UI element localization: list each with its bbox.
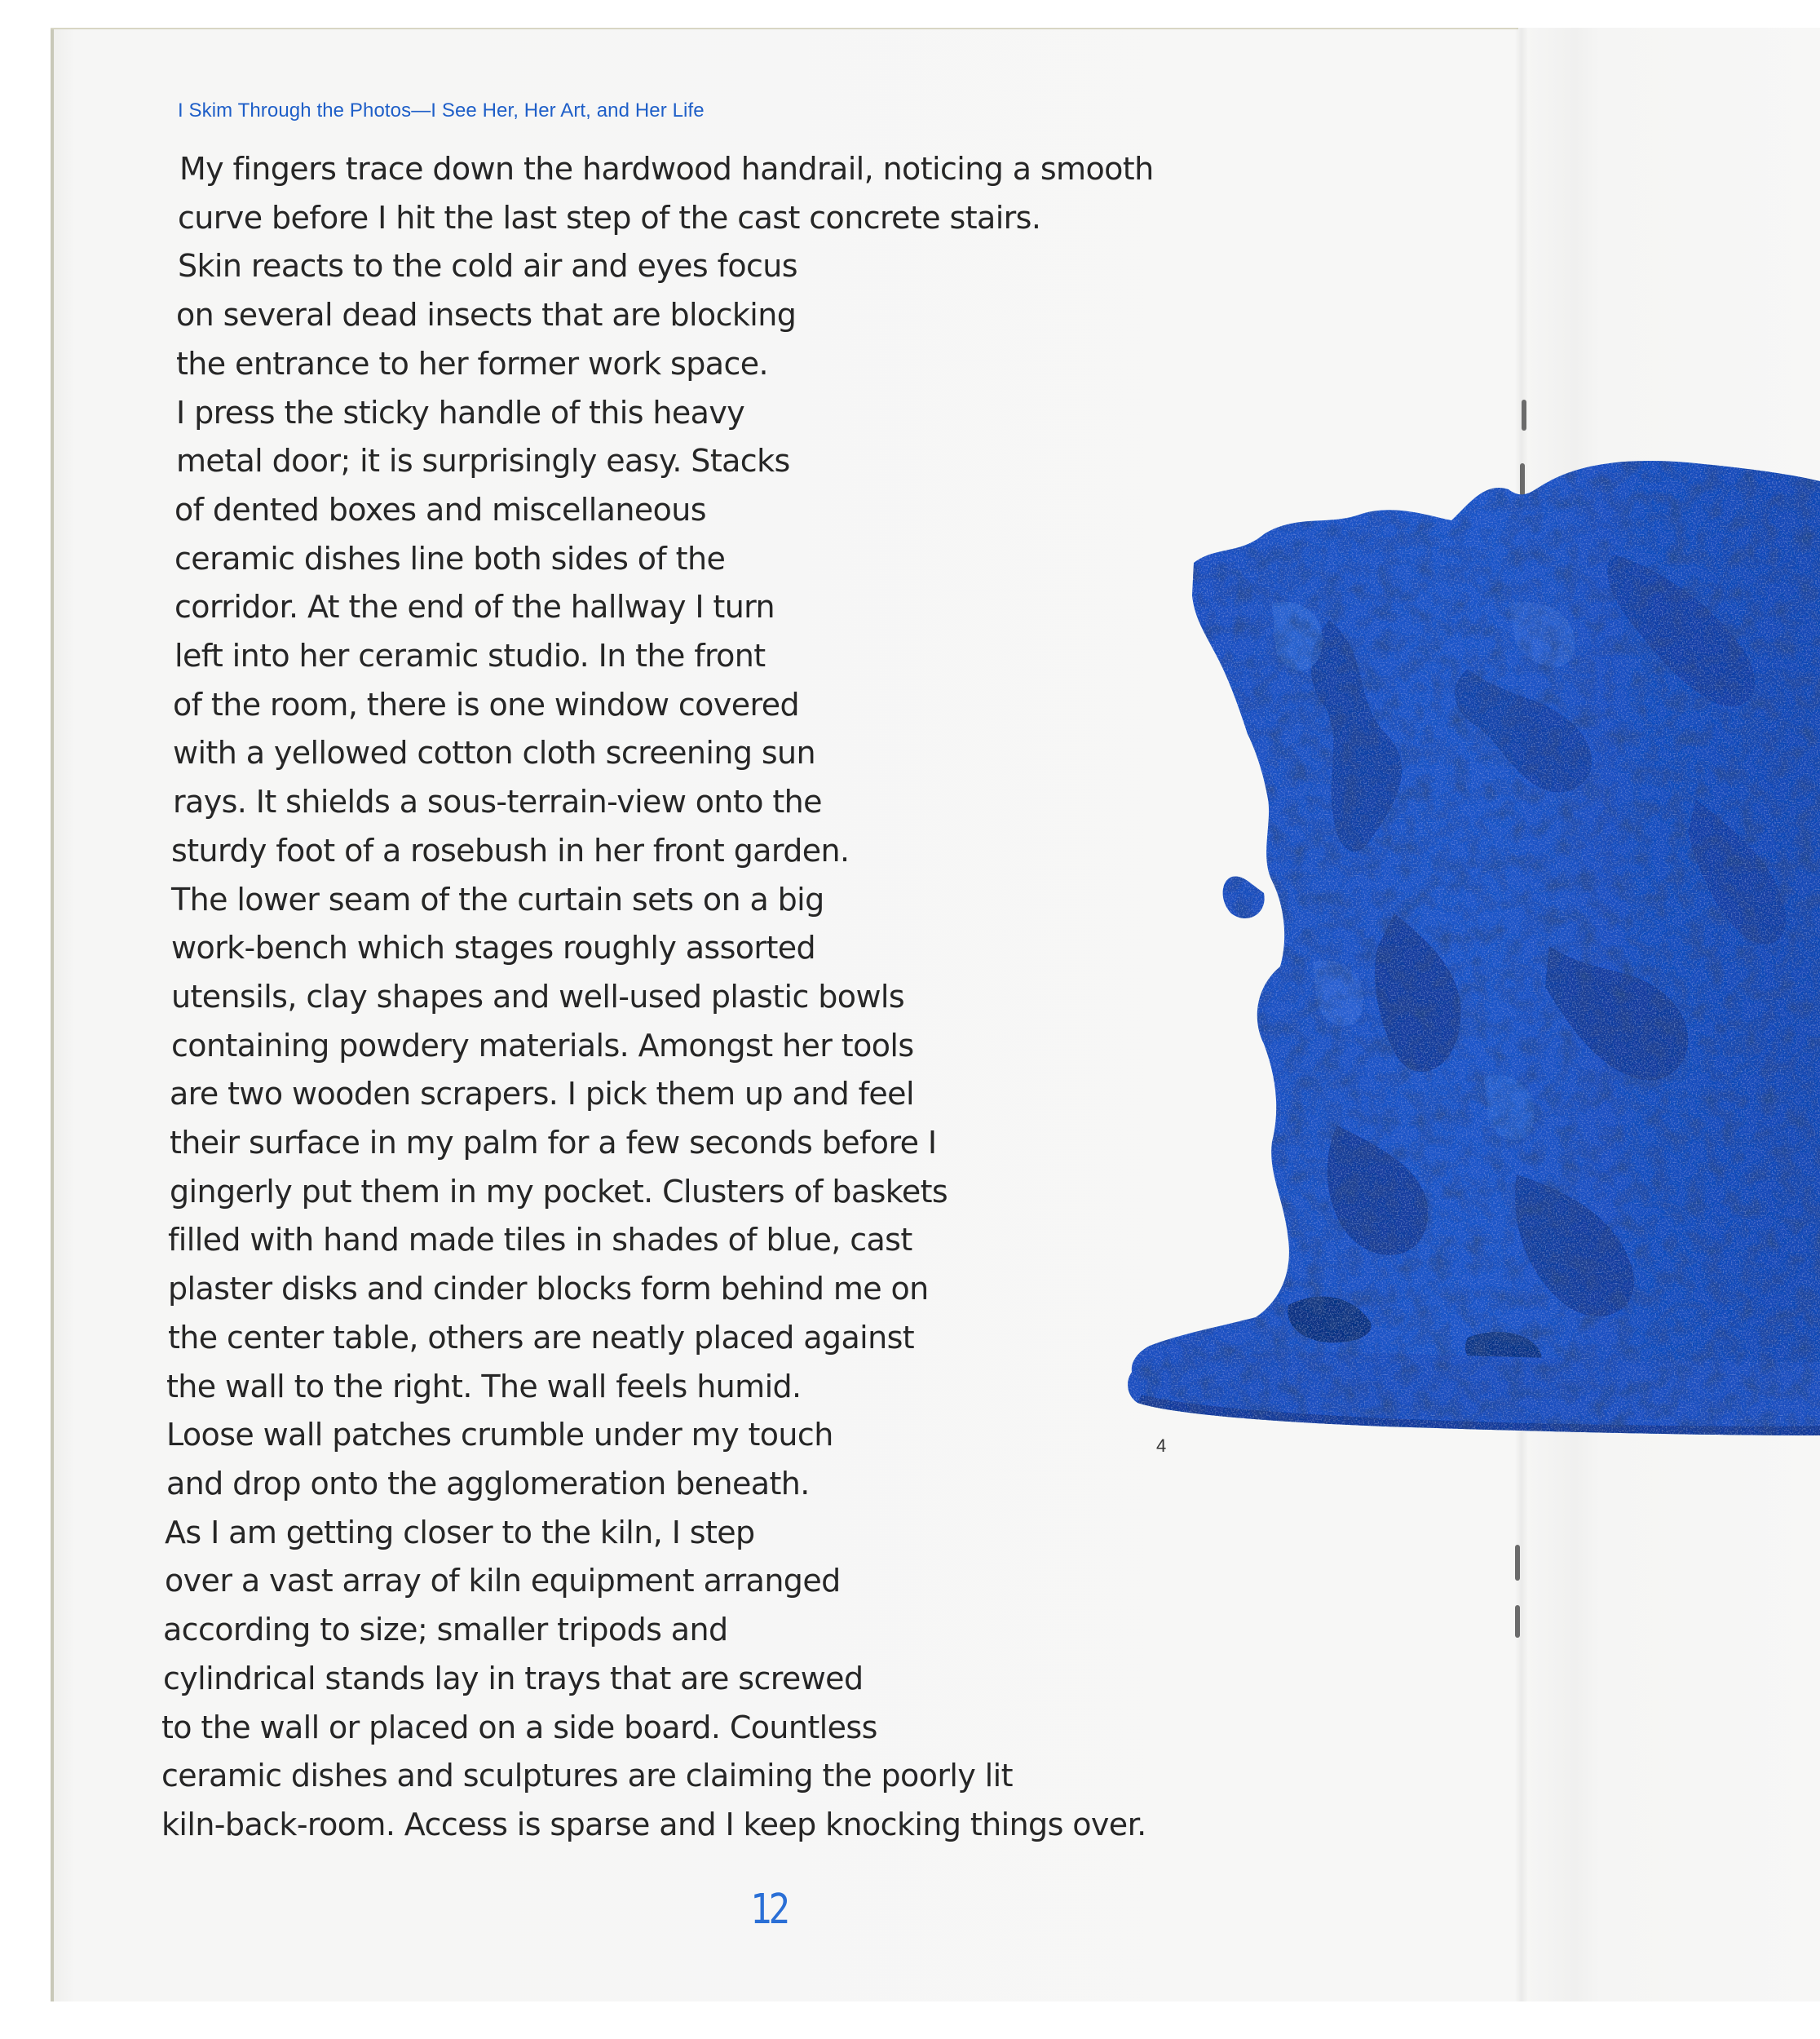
text-line: The lower seam of the curtain sets on a big xyxy=(171,881,824,918)
text-line: plaster disks and cinder blocks form behind me on xyxy=(168,1271,929,1307)
text-line: Loose wall patches crumble under my touch xyxy=(166,1417,833,1453)
body-text xyxy=(161,145,1221,1850)
text-line: I press the sticky handle of this heavy xyxy=(176,394,745,431)
text-line: utensils, clay shapes and well-used plastic bowls xyxy=(171,978,905,1015)
text-line: ceramic dishes line both sides of the xyxy=(174,540,726,577)
text-line: are two wooden scrapers. I pick them up and feel xyxy=(170,1076,914,1112)
text-line: with a yellowed cotton cloth screening sun xyxy=(173,735,815,772)
text-line: to the wall or placed on a side board. Countless xyxy=(161,1709,877,1745)
page-edge xyxy=(51,28,54,2001)
text-line: filled with hand made tiles in shades of blue, cast xyxy=(168,1222,912,1258)
text-line: the entrance to her former work space. xyxy=(176,345,769,382)
text-line: gingerly put them in my pocket. Clusters of baskets xyxy=(170,1173,948,1210)
text-line: sturdy foot of a rosebush in her front garden. xyxy=(171,832,850,869)
text-line: according to size; smaller tripods and xyxy=(163,1612,728,1648)
text-line: over a vast array of kiln equipment arranged xyxy=(165,1563,841,1599)
section-header: I Skim Through the Photos—I See Her, Her Art, and Her Life xyxy=(178,100,705,122)
text-line: As I am getting closer to the kiln, I step xyxy=(165,1514,755,1550)
text-line: work-bench which stages roughly assorted xyxy=(171,930,816,966)
text-line: My fingers trace down the hardwood handrail, noticing a smooth xyxy=(179,151,1154,187)
text-line: containing powdery materials. Amongst her tools xyxy=(171,1027,914,1064)
blue-ceramic-sculpture-image xyxy=(1125,457,1820,1599)
text-line: the wall to the right. The wall feels humid. xyxy=(166,1368,802,1404)
text-line: of the room, there is one window covered xyxy=(173,686,799,723)
sculpture-body xyxy=(1132,461,1820,1421)
figure-number: 4 xyxy=(1156,1435,1167,1456)
page-top-edge xyxy=(51,28,1518,29)
text-line: ceramic dishes and sculptures are claiming the poorly lit xyxy=(161,1758,1013,1794)
text-line: their surface in my palm for a few seconds before I xyxy=(170,1125,937,1161)
sculpture-knob xyxy=(1223,877,1265,918)
text-line: cylindrical stands lay in trays that are screwed xyxy=(163,1660,864,1696)
page-number: 12 xyxy=(750,1886,787,1934)
text-line: corridor. At the end of the hallway I turn xyxy=(174,589,775,626)
text-line: curve before I hit the last step of the cast concrete stairs. xyxy=(178,199,1041,236)
text-line: and drop onto the agglomeration beneath. xyxy=(166,1465,810,1502)
text-line: Skin reacts to the cold air and eyes focus xyxy=(178,248,797,285)
text-line: rays. It shields a sous-terrain-view onto the xyxy=(173,784,822,820)
text-line: on several dead insects that are blocking xyxy=(176,297,797,334)
text-line: of dented boxes and miscellaneous xyxy=(174,491,706,528)
text-line: kiln-back-room. Access is sparse and I keep knocking things over. xyxy=(161,1806,1146,1842)
text-line: metal door; it is surprisingly easy. Stacks xyxy=(176,443,790,480)
text-line: the center table, others are neatly placed against xyxy=(168,1319,915,1356)
text-line: left into her ceramic studio. In the front xyxy=(174,638,766,675)
staple-bottom-hook xyxy=(1515,1605,1520,1638)
staple-top xyxy=(1522,400,1526,431)
